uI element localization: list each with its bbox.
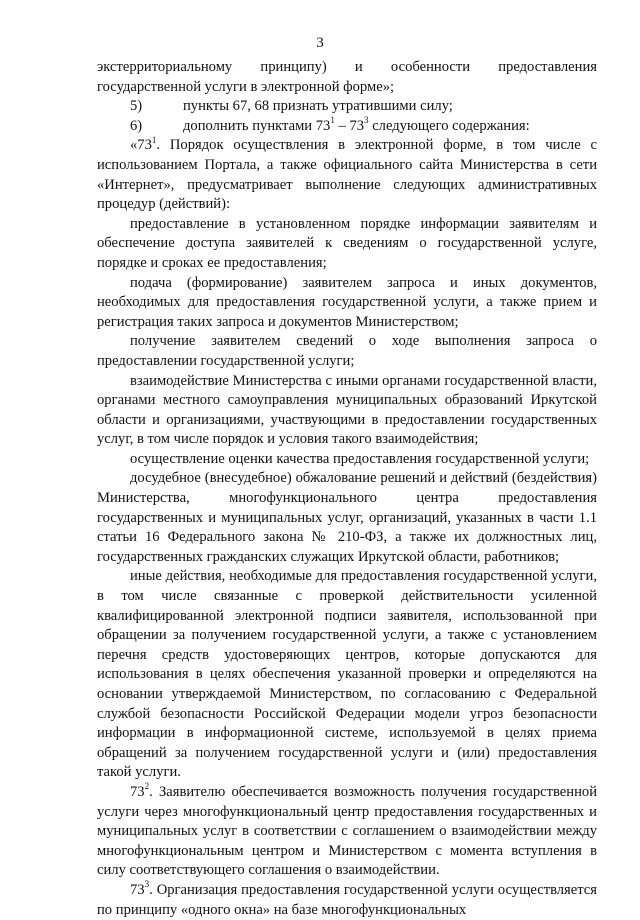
item-number: 73 [130, 881, 145, 898]
page-number: 3 [316, 35, 324, 51]
list-item-6 [97, 114, 597, 137]
paragraph: получение заявителем сведений о ходе выполнения запроса о предоставлении государственной услуги; [97, 333, 597, 369]
item-text: . Организация предоставления государственной услуги осуществляется по принципу «одного окна» на базе многофункциональных [97, 881, 597, 918]
paragraph: осуществление оценки качества предоставления государственной услуги; [130, 450, 590, 467]
list-text: пункты 67, 68 признать утратившими силу; [183, 98, 453, 115]
text-fragment: дополнить пунктами 73 [183, 117, 331, 134]
list-number: 6) [130, 117, 143, 134]
superscript: 1 [151, 134, 157, 145]
item-text: . Заявителю обеспечивается возможность получения государственной услуги через многофункциональный центр предоставления государственных и муниципальных услуг в соответствии с соглашением о взаимодействии между многофункциональным центром и Министерством с момента вступления в силу соответствующего соглашения о взаимодействии. [97, 783, 597, 879]
paragraph: досудебное (внесудебное) обжалование решений и действий (бездействия) Министерства, многофункционального центра предоставления государственных и муниципальных услуг, организаций, указанных в части 1.1 статьи 16 Федерального закона № 210-ФЗ, а также их должностных лиц, государственных гражданских служащих Иркутской области, работников; [97, 470, 597, 565]
paragraph-continuation: экстерриториальному принципу) и особенности предоставления государственной услуги в электронной форме»; [97, 59, 597, 95]
list-number: 5) [130, 98, 143, 115]
list-item-5 [97, 97, 597, 117]
item-73-2 [97, 783, 597, 881]
paragraph: предоставление в установленном порядке информации заявителям и обеспечение доступа заявителей к сведениям о государственной услуге, порядке и сроках ее предоставления; [97, 215, 597, 271]
superscript: 3 [144, 879, 150, 890]
superscript: 3 [364, 114, 369, 125]
superscript: 1 [330, 114, 335, 125]
item-number: 73 [130, 783, 145, 800]
paragraph: иные действия, необходимые для предоставления государственной услуги, в том числе связанные с проверкой действительности усиленной квалифицированной электронной подписи заявителя, использованной при обращении за получением государственной услуги, а также с установлением перечня средств удостоверяющих центров, которые допускаются для использования в целях обеспечения указанной проверки и определяются на основании утверждаемой Министерством, по согласованию с Федеральной службой безопасности Российской Федерации модели угроз безопасности информации в информационной системе, используемой в целях приема обращений за получением государственной услуги и (или) предоставления такой услуги. [97, 568, 597, 781]
document-body [97, 58, 597, 920]
list-text [183, 114, 597, 137]
superscript: 2 [144, 781, 150, 792]
item-text: . Порядок осуществления в электронной форме, в том числе с использованием Портала, а также официального сайта Министерства в сети «Интернет», предусматривает выполнение следующих административных процедур (действий): [97, 137, 597, 213]
item-73-3 [97, 881, 597, 920]
item-73-1 [97, 136, 597, 214]
paragraph: взаимодействие Министерства с иными органами государственной власти, органами местного самоуправления муниципальных образований Иркутской области и организациями, участвующими в предоставлении государственных услуг, в том числе порядок и условия такого взаимодействия; [97, 372, 597, 448]
text-fragment: – 73 [334, 117, 365, 134]
text-fragment: следующего содержания: [368, 117, 530, 134]
paragraph: подача (формирование) заявителем запроса и иных документов, необходимых для предоставления государственной услуги, а также прием и регистрация таких запроса и документов Министерством; [97, 274, 597, 330]
item-number: «73 [130, 137, 152, 154]
